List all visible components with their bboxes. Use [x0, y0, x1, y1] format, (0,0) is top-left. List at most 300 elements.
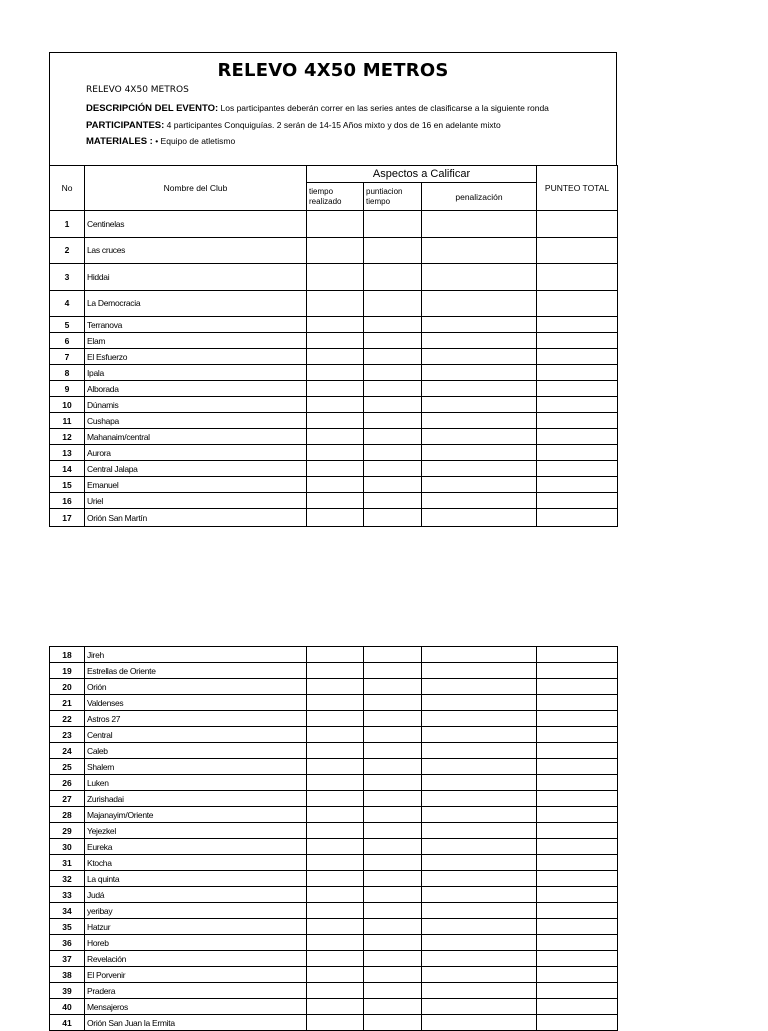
tiempo-cell[interactable]	[307, 663, 364, 679]
penalizacion-cell[interactable]	[422, 290, 537, 317]
puntuacion-cell[interactable]	[364, 264, 422, 291]
puntuacion-cell[interactable]	[364, 647, 422, 663]
table-row	[50, 647, 618, 663]
score-sheet	[49, 52, 617, 527]
penalizacion-cell[interactable]	[422, 903, 537, 919]
row-number: 30	[50, 839, 85, 855]
club-name: Orión	[85, 679, 307, 695]
puntuacion-cell[interactable]	[364, 663, 422, 679]
tiempo-cell[interactable]	[307, 807, 364, 823]
penalizacion-cell[interactable]	[422, 887, 537, 903]
row-number: 31	[50, 855, 85, 871]
table-row	[50, 445, 618, 461]
puntuacion-cell[interactable]	[364, 461, 422, 477]
table-row	[50, 679, 618, 695]
puntuacion-cell[interactable]	[364, 429, 422, 445]
puntuacion-cell[interactable]	[364, 237, 422, 264]
table-row	[50, 695, 618, 711]
tiempo-cell[interactable]	[307, 999, 364, 1015]
table-row	[50, 823, 618, 839]
table-row	[50, 264, 618, 291]
tiempo-cell[interactable]	[307, 647, 364, 663]
table-row	[50, 663, 618, 679]
table-row	[50, 711, 618, 727]
club-name: Eureka	[85, 839, 307, 855]
row-number: 3	[50, 264, 85, 291]
tiempo-cell[interactable]	[307, 365, 364, 381]
club-name: Cushapa	[85, 413, 307, 429]
penalizacion-cell[interactable]	[422, 775, 537, 791]
row-number: 33	[50, 887, 85, 903]
tiempo-cell[interactable]	[307, 903, 364, 919]
puntuacion-cell[interactable]	[364, 290, 422, 317]
penalizacion-cell[interactable]	[422, 333, 537, 349]
total-cell[interactable]	[537, 461, 618, 477]
penalizacion-cell[interactable]	[422, 461, 537, 477]
row-number: 37	[50, 951, 85, 967]
puntuacion-cell[interactable]	[364, 413, 422, 429]
tiempo-cell[interactable]	[307, 711, 364, 727]
puntuacion-cell[interactable]	[364, 807, 422, 823]
penalizacion-cell[interactable]	[422, 429, 537, 445]
puntuacion-cell[interactable]	[364, 903, 422, 919]
club-name: Central	[85, 727, 307, 743]
club-name: Horeb	[85, 935, 307, 951]
row-number: 19	[50, 663, 85, 679]
row-number: 14	[50, 461, 85, 477]
penalizacion-cell[interactable]	[422, 967, 537, 983]
tiempo-cell[interactable]	[307, 871, 364, 887]
header-club: Nombre del Club	[85, 166, 307, 211]
tiempo-cell[interactable]	[307, 429, 364, 445]
club-name: Elam	[85, 333, 307, 349]
row-number: 6	[50, 333, 85, 349]
row-number: 40	[50, 999, 85, 1015]
tiempo-cell[interactable]	[307, 349, 364, 365]
table-row	[50, 333, 618, 349]
table-row	[50, 999, 618, 1015]
total-cell[interactable]	[537, 211, 618, 238]
penalizacion-cell[interactable]	[422, 445, 537, 461]
row-number: 18	[50, 647, 85, 663]
puntuacion-cell[interactable]	[364, 727, 422, 743]
tiempo-cell[interactable]	[307, 791, 364, 807]
club-name: Astros 27	[85, 711, 307, 727]
row-number: 8	[50, 365, 85, 381]
total-cell[interactable]	[537, 983, 618, 999]
total-cell[interactable]	[537, 509, 618, 527]
tiempo-cell[interactable]	[307, 679, 364, 695]
club-name: Luken	[85, 775, 307, 791]
club-name: Centinelas	[85, 211, 307, 238]
club-name: Central Jalapa	[85, 461, 307, 477]
total-cell[interactable]	[537, 759, 618, 775]
club-name: Caleb	[85, 743, 307, 759]
tiempo-cell[interactable]	[307, 237, 364, 264]
tiempo-cell[interactable]	[307, 290, 364, 317]
total-cell[interactable]	[537, 349, 618, 365]
table-row	[50, 397, 618, 413]
total-cell[interactable]	[537, 951, 618, 967]
total-cell[interactable]	[537, 999, 618, 1015]
event-materials	[86, 136, 235, 147]
tiempo-cell[interactable]	[307, 775, 364, 791]
puntuacion-cell[interactable]	[364, 791, 422, 807]
table-row	[50, 1015, 618, 1031]
club-name: El Porvenir	[85, 967, 307, 983]
tiempo-cell[interactable]	[307, 839, 364, 855]
table-row	[50, 807, 618, 823]
participants-text: 4 participantes Conquiguías. 2 serán de 14-15 Años mixto y dos de 16 en adelante mixto	[164, 120, 501, 130]
club-name: Revelación	[85, 951, 307, 967]
penalizacion-cell[interactable]	[422, 935, 537, 951]
row-number: 32	[50, 871, 85, 887]
puntuacion-cell[interactable]	[364, 211, 422, 238]
table-row	[50, 951, 618, 967]
table-row	[50, 727, 618, 743]
puntuacion-cell[interactable]	[364, 349, 422, 365]
header-no: No	[50, 166, 85, 211]
tiempo-cell[interactable]	[307, 381, 364, 397]
penalizacion-cell[interactable]	[422, 743, 537, 759]
row-number: 11	[50, 413, 85, 429]
club-name: El Esfuerzo	[85, 349, 307, 365]
table-row	[50, 887, 618, 903]
score-table-page-1	[49, 165, 618, 527]
total-cell[interactable]	[537, 903, 618, 919]
table-row	[50, 317, 618, 333]
table-row	[50, 349, 618, 365]
table-row	[50, 775, 618, 791]
table-row	[50, 919, 618, 935]
table-row	[50, 743, 618, 759]
total-cell[interactable]	[537, 711, 618, 727]
row-number: 9	[50, 381, 85, 397]
puntuacion-cell[interactable]	[364, 679, 422, 695]
total-cell[interactable]	[537, 237, 618, 264]
total-cell[interactable]	[537, 807, 618, 823]
row-number: 17	[50, 509, 85, 527]
puntuacion-cell[interactable]	[364, 477, 422, 493]
total-cell[interactable]	[537, 727, 618, 743]
total-cell[interactable]	[537, 967, 618, 983]
penalizacion-cell[interactable]	[422, 919, 537, 935]
total-cell[interactable]	[537, 679, 618, 695]
penalizacion-cell[interactable]	[422, 951, 537, 967]
puntuacion-cell[interactable]	[364, 871, 422, 887]
puntuacion-cell[interactable]	[364, 711, 422, 727]
total-cell[interactable]	[537, 429, 618, 445]
row-number: 7	[50, 349, 85, 365]
puntuacion-cell[interactable]	[364, 397, 422, 413]
tiempo-cell[interactable]	[307, 445, 364, 461]
header-aspectos: Aspectos a Calificar	[307, 166, 537, 183]
penalizacion-cell[interactable]	[422, 983, 537, 999]
puntuacion-cell[interactable]	[364, 935, 422, 951]
header-puntuacion: puntiacion tiempo	[364, 183, 422, 211]
penalizacion-cell[interactable]	[422, 413, 537, 429]
club-name: Yejezkel	[85, 823, 307, 839]
total-cell[interactable]	[537, 397, 618, 413]
row-number: 10	[50, 397, 85, 413]
club-name: Ipala	[85, 365, 307, 381]
club-name: La quinta	[85, 871, 307, 887]
row-number: 20	[50, 679, 85, 695]
penalizacion-cell[interactable]	[422, 477, 537, 493]
club-name: Hiddai	[85, 264, 307, 291]
total-cell[interactable]	[537, 647, 618, 663]
club-name: Judá	[85, 887, 307, 903]
club-name: Mahanaim/central	[85, 429, 307, 445]
total-cell[interactable]	[537, 695, 618, 711]
tiempo-cell[interactable]	[307, 919, 364, 935]
penalizacion-cell[interactable]	[422, 679, 537, 695]
total-cell[interactable]	[537, 381, 618, 397]
row-number: 39	[50, 983, 85, 999]
penalizacion-cell[interactable]	[422, 663, 537, 679]
puntuacion-cell[interactable]	[364, 695, 422, 711]
table-row	[50, 365, 618, 381]
row-number: 23	[50, 727, 85, 743]
tiempo-cell[interactable]	[307, 397, 364, 413]
header-total: PUNTEO TOTAL	[537, 166, 618, 211]
puntuacion-cell[interactable]	[364, 855, 422, 871]
total-cell[interactable]	[537, 775, 618, 791]
club-name: yeribay	[85, 903, 307, 919]
puntuacion-cell[interactable]	[364, 759, 422, 775]
puntuacion-cell[interactable]	[364, 509, 422, 527]
club-name: Pradera	[85, 983, 307, 999]
table-row	[50, 871, 618, 887]
tiempo-cell[interactable]	[307, 695, 364, 711]
puntuacion-cell[interactable]	[364, 967, 422, 983]
table-row	[50, 903, 618, 919]
row-number: 16	[50, 493, 85, 509]
penalizacion-cell[interactable]	[422, 759, 537, 775]
total-cell[interactable]	[537, 1015, 618, 1031]
club-name: Shalem	[85, 759, 307, 775]
total-cell[interactable]	[537, 823, 618, 839]
penalizacion-cell[interactable]	[422, 647, 537, 663]
table-row	[50, 493, 618, 509]
club-name: Terranova	[85, 317, 307, 333]
table-row	[50, 967, 618, 983]
tiempo-cell[interactable]	[307, 509, 364, 527]
total-cell[interactable]	[537, 493, 618, 509]
tiempo-cell[interactable]	[307, 493, 364, 509]
row-number: 27	[50, 791, 85, 807]
puntuacion-cell[interactable]	[364, 823, 422, 839]
participants-label: PARTICIPANTES:	[86, 120, 165, 131]
penalizacion-cell[interactable]	[422, 211, 537, 238]
penalizacion-cell[interactable]	[422, 823, 537, 839]
total-cell[interactable]	[537, 935, 618, 951]
table-row	[50, 983, 618, 999]
club-rows-page-2	[50, 647, 618, 1031]
row-number: 26	[50, 775, 85, 791]
total-cell[interactable]	[537, 871, 618, 887]
puntuacion-cell[interactable]	[364, 1015, 422, 1031]
row-number: 1	[50, 211, 85, 238]
total-cell[interactable]	[537, 919, 618, 935]
tiempo-cell[interactable]	[307, 317, 364, 333]
penalizacion-cell[interactable]	[422, 397, 537, 413]
penalizacion-cell[interactable]	[422, 349, 537, 365]
total-cell[interactable]	[537, 791, 618, 807]
puntuacion-cell[interactable]	[364, 951, 422, 967]
tiempo-cell[interactable]	[307, 264, 364, 291]
total-cell[interactable]	[537, 855, 618, 871]
total-cell[interactable]	[537, 839, 618, 855]
penalizacion-cell[interactable]	[422, 317, 537, 333]
event-description	[86, 103, 549, 114]
club-name: Zurishadai	[85, 791, 307, 807]
tiempo-cell[interactable]	[307, 935, 364, 951]
total-cell[interactable]	[537, 445, 618, 461]
table-row	[50, 509, 618, 527]
puntuacion-cell[interactable]	[364, 381, 422, 397]
puntuacion-cell[interactable]	[364, 887, 422, 903]
penalizacion-cell[interactable]	[422, 871, 537, 887]
table-row	[50, 461, 618, 477]
penalizacion-cell[interactable]	[422, 1015, 537, 1031]
table-row	[50, 429, 618, 445]
puntuacion-cell[interactable]	[364, 317, 422, 333]
tiempo-cell[interactable]	[307, 1015, 364, 1031]
table-row	[50, 791, 618, 807]
club-name: Las cruces	[85, 237, 307, 264]
club-name: Jireh	[85, 647, 307, 663]
penalizacion-cell[interactable]	[422, 727, 537, 743]
tiempo-cell[interactable]	[307, 967, 364, 983]
tiempo-cell[interactable]	[307, 887, 364, 903]
table-row	[50, 237, 618, 264]
tiempo-cell[interactable]	[307, 211, 364, 238]
table-row	[50, 290, 618, 317]
club-name: Orión San Martín	[85, 509, 307, 527]
tiempo-cell[interactable]	[307, 759, 364, 775]
club-name: Valdenses	[85, 695, 307, 711]
event-participants	[86, 120, 501, 131]
table-row	[50, 477, 618, 493]
tiempo-cell[interactable]	[307, 823, 364, 839]
tiempo-cell[interactable]	[307, 413, 364, 429]
penalizacion-cell[interactable]	[422, 264, 537, 291]
club-name: Mensajeros	[85, 999, 307, 1015]
club-name: La Democracia	[85, 290, 307, 317]
total-cell[interactable]	[537, 317, 618, 333]
penalizacion-cell[interactable]	[422, 237, 537, 264]
club-name: Aurora	[85, 445, 307, 461]
tiempo-cell[interactable]	[307, 727, 364, 743]
header-tiempo: tiempo realizado	[307, 183, 364, 211]
total-cell[interactable]	[537, 290, 618, 317]
total-cell[interactable]	[537, 477, 618, 493]
penalizacion-cell[interactable]	[422, 381, 537, 397]
puntuacion-cell[interactable]	[364, 493, 422, 509]
table-row	[50, 381, 618, 397]
tiempo-cell[interactable]	[307, 477, 364, 493]
materials-label: MATERIALES :	[86, 136, 153, 147]
tiempo-cell[interactable]	[307, 461, 364, 477]
total-cell[interactable]	[537, 413, 618, 429]
penalizacion-cell[interactable]	[422, 855, 537, 871]
row-number: 4	[50, 290, 85, 317]
puntuacion-cell[interactable]	[364, 983, 422, 999]
row-number: 22	[50, 711, 85, 727]
puntuacion-cell[interactable]	[364, 775, 422, 791]
score-table-page-2	[49, 646, 618, 1031]
penalizacion-cell[interactable]	[422, 695, 537, 711]
total-cell[interactable]	[537, 743, 618, 759]
puntuacion-cell[interactable]	[364, 999, 422, 1015]
table-row	[50, 935, 618, 951]
club-name: Hatzur	[85, 919, 307, 935]
description-text: Los participantes deberán correr en las series antes de clasificarse a la siguiente ronda	[218, 103, 549, 113]
club-name: Majanayim/Oriente	[85, 807, 307, 823]
penalizacion-cell[interactable]	[422, 807, 537, 823]
row-number: 38	[50, 967, 85, 983]
tiempo-cell[interactable]	[307, 951, 364, 967]
total-cell[interactable]	[537, 365, 618, 381]
club-name: Estrellas de Oriente	[85, 663, 307, 679]
tiempo-cell[interactable]	[307, 855, 364, 871]
club-name: Alborada	[85, 381, 307, 397]
puntuacion-cell[interactable]	[364, 839, 422, 855]
tiempo-cell[interactable]	[307, 333, 364, 349]
puntuacion-cell[interactable]	[364, 919, 422, 935]
row-number: 34	[50, 903, 85, 919]
puntuacion-cell[interactable]	[364, 445, 422, 461]
header-penalizacion: penalización	[422, 183, 537, 211]
total-cell[interactable]	[537, 663, 618, 679]
penalizacion-cell[interactable]	[422, 711, 537, 727]
row-number: 21	[50, 695, 85, 711]
penalizacion-cell[interactable]	[422, 839, 537, 855]
puntuacion-cell[interactable]	[364, 365, 422, 381]
penalizacion-cell[interactable]	[422, 791, 537, 807]
penalizacion-cell[interactable]	[422, 365, 537, 381]
penalizacion-cell[interactable]	[422, 493, 537, 509]
puntuacion-cell[interactable]	[364, 743, 422, 759]
row-number: 24	[50, 743, 85, 759]
row-number: 29	[50, 823, 85, 839]
club-rows-page-1	[50, 211, 618, 527]
event-subtitle: RELEVO 4X50 METROS	[86, 85, 189, 95]
row-number: 35	[50, 919, 85, 935]
club-name: Ktocha	[85, 855, 307, 871]
materials-text: • Equipo de atletismo	[152, 136, 236, 146]
row-number: 2	[50, 237, 85, 264]
puntuacion-cell[interactable]	[364, 333, 422, 349]
tiempo-cell[interactable]	[307, 743, 364, 759]
table-row	[50, 839, 618, 855]
row-number: 36	[50, 935, 85, 951]
row-number: 12	[50, 429, 85, 445]
penalizacion-cell[interactable]	[422, 999, 537, 1015]
table-row	[50, 211, 618, 238]
row-number: 13	[50, 445, 85, 461]
total-cell[interactable]	[537, 887, 618, 903]
total-cell[interactable]	[537, 333, 618, 349]
club-name: Orión San Juan la Ermita	[85, 1015, 307, 1031]
tiempo-cell[interactable]	[307, 983, 364, 999]
club-name: Emanuel	[85, 477, 307, 493]
penalizacion-cell[interactable]	[422, 509, 537, 527]
table-row	[50, 759, 618, 775]
row-number: 41	[50, 1015, 85, 1031]
total-cell[interactable]	[537, 264, 618, 291]
